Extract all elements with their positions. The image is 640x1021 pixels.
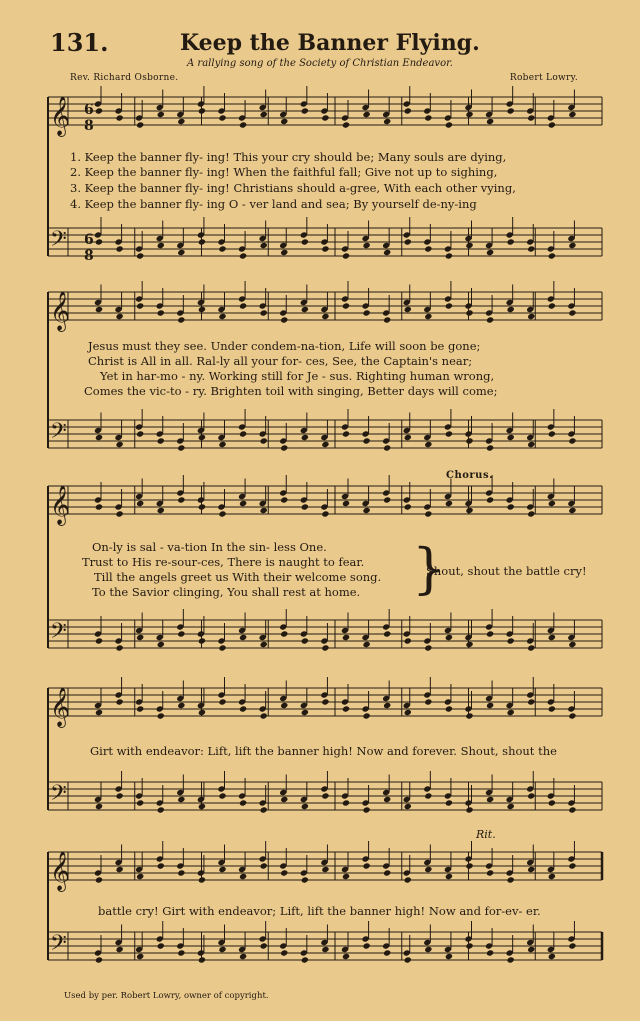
note-head — [260, 942, 268, 949]
bass-clef: 𝄢 — [50, 781, 67, 811]
note-head — [486, 496, 494, 503]
note-head — [568, 111, 576, 118]
note-head — [177, 702, 185, 709]
note-head — [424, 245, 432, 252]
note-head — [424, 510, 432, 517]
verse3-line2: Yet in har-mo - ny. Working still for Je - sus. Righting human wrong, — [100, 369, 495, 383]
note-head — [362, 862, 370, 869]
note-head — [424, 644, 432, 651]
note-head — [486, 316, 494, 323]
note-head — [115, 792, 123, 799]
note-head — [115, 313, 123, 320]
note-head — [486, 869, 494, 876]
note-head — [527, 245, 535, 252]
note-head — [95, 306, 103, 313]
note-head — [301, 503, 309, 510]
note-head — [239, 799, 247, 806]
verse4-line3: To the Savior clinging, You shall rest at home. — [92, 585, 361, 599]
verse3-line3: Till the angels greet us With their welcome song. — [94, 570, 382, 584]
note-head — [527, 866, 535, 873]
note-head — [362, 712, 370, 719]
note-head — [342, 121, 350, 128]
note-head — [301, 876, 309, 883]
note-head — [280, 444, 288, 451]
note-head — [383, 949, 391, 956]
note-head — [95, 709, 103, 716]
note-head — [157, 437, 165, 444]
note-head — [218, 510, 226, 517]
note-head — [507, 306, 515, 313]
shout-line: Shout, shout the battle cry! — [426, 564, 587, 578]
note-head — [507, 637, 515, 644]
note-head — [260, 242, 268, 249]
note-head — [136, 634, 144, 641]
note-head — [260, 437, 268, 444]
note-head — [383, 249, 391, 256]
note-head — [465, 641, 473, 648]
note-head — [383, 869, 391, 876]
note-head — [404, 238, 412, 245]
note-head — [342, 430, 350, 437]
note-head — [198, 956, 206, 963]
note-head — [548, 252, 556, 259]
note-head — [465, 309, 473, 316]
verse4-line1: 4. Keep the banner fly- ing O - ver land and sea; By yourself de-ny-ing — [70, 197, 477, 211]
verse1-line3: On-ly is sal - va-tion In the sin- less One. — [92, 540, 327, 554]
note-head — [95, 107, 103, 114]
note-head — [239, 121, 247, 128]
note-head — [115, 114, 123, 121]
note-head — [260, 507, 268, 514]
note-head — [95, 434, 103, 441]
note-head — [362, 437, 370, 444]
note-head — [568, 242, 576, 249]
note-head — [157, 806, 165, 813]
note-head — [239, 302, 247, 309]
note-head — [568, 437, 576, 444]
note-head — [280, 316, 288, 323]
verse1-line1: 1. Keep the banner fly- ing! This your cry should be; Many souls are dying, — [70, 150, 507, 164]
note-head — [280, 949, 288, 956]
note-head — [445, 430, 453, 437]
time-sig-top-bass: 6 — [84, 232, 94, 248]
note-head — [424, 792, 432, 799]
note-head — [362, 942, 370, 949]
treble-clef: 𝄞 — [50, 485, 71, 525]
treble-clef: 𝄞 — [50, 851, 71, 891]
note-head — [95, 238, 103, 245]
note-head — [404, 803, 412, 810]
note-head — [342, 705, 350, 712]
note-head — [280, 496, 288, 503]
note-head — [445, 953, 453, 960]
note-head — [445, 705, 453, 712]
note-head — [321, 946, 329, 953]
note-head — [362, 806, 370, 813]
note-head — [445, 873, 453, 880]
note-head — [198, 503, 206, 510]
note-head — [301, 434, 309, 441]
note-head — [445, 121, 453, 128]
note-head — [321, 644, 329, 651]
note-head — [280, 702, 288, 709]
note-head — [115, 946, 123, 953]
hymn-number: 131. — [50, 28, 109, 57]
note-head — [239, 252, 247, 259]
note-head — [260, 111, 268, 118]
note-head — [136, 252, 144, 259]
note-head — [465, 862, 473, 869]
note-head — [218, 245, 226, 252]
note-head — [568, 641, 576, 648]
note-head — [424, 866, 432, 873]
bass-clef: 𝄢 — [50, 931, 67, 961]
note-head — [507, 803, 515, 810]
note-head — [301, 803, 309, 810]
note-head — [260, 862, 268, 869]
ritardando-mark: Rit. — [476, 828, 496, 841]
note-head — [136, 799, 144, 806]
note-head — [527, 441, 535, 448]
note-head — [527, 114, 535, 121]
note-head — [445, 500, 453, 507]
note-head — [465, 942, 473, 949]
note-head — [218, 866, 226, 873]
note-head — [218, 313, 226, 320]
note-head — [527, 644, 535, 651]
note-head — [507, 107, 515, 114]
note-head — [383, 796, 391, 803]
bass-clef: 𝄢 — [50, 619, 67, 649]
note-head — [260, 712, 268, 719]
note-head — [568, 806, 576, 813]
note-head — [239, 873, 247, 880]
note-head — [177, 444, 185, 451]
note-head — [239, 500, 247, 507]
note-head — [280, 869, 288, 876]
note-head — [404, 876, 412, 883]
note-head — [198, 434, 206, 441]
note-head — [260, 806, 268, 813]
note-head — [136, 705, 144, 712]
note-head — [548, 799, 556, 806]
note-head — [404, 709, 412, 716]
note-head — [198, 107, 206, 114]
note-head — [95, 803, 103, 810]
note-head — [260, 309, 268, 316]
note-head — [445, 252, 453, 259]
note-head — [548, 634, 556, 641]
note-head — [527, 946, 535, 953]
note-head — [362, 641, 370, 648]
note-head — [342, 873, 350, 880]
note-head — [527, 792, 535, 799]
note-head — [568, 309, 576, 316]
hymn-title: Keep the Banner Flying. — [180, 30, 480, 56]
note-head — [177, 869, 185, 876]
note-head — [486, 249, 494, 256]
note-head — [507, 876, 515, 883]
note-head — [115, 441, 123, 448]
note-head — [95, 956, 103, 963]
note-head — [198, 876, 206, 883]
note-head — [218, 441, 226, 448]
note-head — [404, 107, 412, 114]
note-head — [321, 792, 329, 799]
note-head — [486, 796, 494, 803]
note-head — [301, 107, 309, 114]
note-head — [321, 698, 329, 705]
note-head — [424, 946, 432, 953]
note-head — [136, 302, 144, 309]
note-head — [404, 503, 412, 510]
note-head — [136, 873, 144, 880]
note-head — [177, 796, 185, 803]
note-head — [280, 630, 288, 637]
note-head — [404, 956, 412, 963]
note-head — [115, 644, 123, 651]
note-head — [507, 956, 515, 963]
note-head — [301, 637, 309, 644]
time-sig-bottom-treble: 8 — [84, 118, 94, 134]
note-head — [321, 114, 329, 121]
verse1-line2: Jesus must they see. Under condem-na-tion, Life will soon be gone; — [88, 339, 481, 353]
note-head — [177, 630, 185, 637]
note-head — [177, 118, 185, 125]
note-head — [301, 956, 309, 963]
chorus-label: Chorus. — [446, 470, 494, 481]
note-head — [424, 114, 432, 121]
note-head — [157, 641, 165, 648]
note-head — [321, 313, 329, 320]
note-head — [321, 245, 329, 252]
note-head — [95, 876, 103, 883]
note-head — [136, 953, 144, 960]
note-head — [548, 500, 556, 507]
note-head — [445, 302, 453, 309]
note-head — [177, 496, 185, 503]
note-head — [465, 111, 473, 118]
hymn-subtitle: A rallying song of the Society of Christian Endeavor. — [187, 58, 453, 69]
composer: Robert Lowry. — [509, 73, 578, 83]
note-head — [568, 507, 576, 514]
note-head — [280, 118, 288, 125]
note-head — [465, 437, 473, 444]
note-head — [157, 942, 165, 949]
note-head — [157, 712, 165, 719]
note-head — [507, 709, 515, 716]
note-head — [548, 302, 556, 309]
note-head — [424, 313, 432, 320]
note-head — [383, 702, 391, 709]
note-head — [527, 313, 535, 320]
note-head — [260, 641, 268, 648]
note-head — [362, 242, 370, 249]
note-head — [362, 309, 370, 316]
note-head — [548, 953, 556, 960]
copyright-footer: Used by per. Robert Lowry, owner of copyright. — [64, 991, 269, 1001]
note-head — [404, 306, 412, 313]
note-head — [404, 637, 412, 644]
note-head — [548, 121, 556, 128]
verse-brace: } — [412, 537, 447, 600]
treble-clef: 𝄞 — [50, 96, 71, 136]
note-head — [568, 712, 576, 719]
note-head — [486, 444, 494, 451]
note-head — [445, 634, 453, 641]
note-head — [383, 118, 391, 125]
note-head — [136, 430, 144, 437]
note-head — [527, 510, 535, 517]
note-head — [115, 245, 123, 252]
note-head — [342, 799, 350, 806]
note-head — [177, 316, 185, 323]
note-head — [95, 503, 103, 510]
time-sig-bottom-bass: 8 — [84, 248, 94, 264]
note-head — [136, 121, 144, 128]
note-head — [157, 862, 165, 869]
note-head — [157, 111, 165, 118]
refrain-line2: battle cry! Girt with endeavor; Lift, lift the banner high! Now and for-ev- er. — [98, 904, 541, 918]
note-head — [218, 946, 226, 953]
note-head — [198, 637, 206, 644]
note-head — [568, 862, 576, 869]
note-head — [342, 953, 350, 960]
note-head — [177, 249, 185, 256]
note-head — [321, 441, 329, 448]
note-head — [280, 796, 288, 803]
note-head — [486, 630, 494, 637]
note-head — [198, 306, 206, 313]
note-head — [383, 316, 391, 323]
note-head — [321, 510, 329, 517]
note-head — [218, 114, 226, 121]
bass-clef: 𝄢 — [50, 227, 67, 257]
note-head — [507, 238, 515, 245]
note-head — [136, 500, 144, 507]
note-head — [198, 709, 206, 716]
note-head — [115, 698, 123, 705]
lyricist: Rev. Richard Osborne. — [70, 73, 179, 83]
note-head — [157, 242, 165, 249]
note-head — [239, 953, 247, 960]
note-head — [157, 507, 165, 514]
note-head — [198, 238, 206, 245]
note-head — [157, 309, 165, 316]
note-head — [465, 712, 473, 719]
verse3-line1: 3. Keep the banner fly- ing! Christians should a-gree, With each other vying, — [70, 181, 516, 195]
note-head — [383, 496, 391, 503]
note-head — [218, 644, 226, 651]
note-head — [424, 698, 432, 705]
note-head — [280, 249, 288, 256]
note-head — [383, 444, 391, 451]
time-sig-top-treble: 6 — [84, 102, 94, 118]
note-head — [465, 242, 473, 249]
note-head — [362, 507, 370, 514]
verse2-line3: Trust to His re-sour-ces, There is naught to fear. — [82, 555, 365, 569]
note-head — [548, 430, 556, 437]
refrain-line1: Girt with endeavor: Lift, lift the banner high! Now and forever. Shout, shout the — [90, 744, 557, 758]
bass-clef: 𝄢 — [50, 419, 67, 449]
treble-clef: 𝄞 — [50, 687, 71, 727]
note-head — [383, 630, 391, 637]
note-head — [301, 238, 309, 245]
note-head — [239, 705, 247, 712]
note-head — [342, 252, 350, 259]
note-head — [465, 507, 473, 514]
note-head — [177, 949, 185, 956]
verse4-line2: Comes the vic-to - ry. Brighten toil with singing, Better days will come; — [84, 384, 498, 398]
note-head — [486, 702, 494, 709]
note-head — [404, 434, 412, 441]
note-head — [321, 866, 329, 873]
note-head — [424, 441, 432, 448]
note-head — [239, 430, 247, 437]
note-head — [507, 503, 515, 510]
note-head — [301, 306, 309, 313]
note-head — [342, 302, 350, 309]
verse2-line1: 2. Keep the banner fly- ing! When the faithful fall; Give not up to sighing, — [70, 165, 498, 179]
note-head — [115, 510, 123, 517]
note-head — [362, 111, 370, 118]
note-head — [568, 942, 576, 949]
note-head — [115, 866, 123, 873]
verse2-line2: Christ is All in all. Ral-ly all your for- ces, See, the Captain's near; — [88, 354, 473, 368]
note-head — [465, 806, 473, 813]
note-head — [218, 792, 226, 799]
note-head — [507, 434, 515, 441]
note-head — [486, 949, 494, 956]
note-head — [95, 637, 103, 644]
treble-clef: 𝄞 — [50, 291, 71, 331]
note-head — [239, 634, 247, 641]
note-head — [198, 803, 206, 810]
note-head — [342, 634, 350, 641]
note-head — [486, 118, 494, 125]
note-head — [445, 799, 453, 806]
note-head — [342, 500, 350, 507]
note-head — [527, 698, 535, 705]
note-head — [301, 709, 309, 716]
note-head — [548, 705, 556, 712]
note-head — [548, 873, 556, 880]
note-head — [218, 698, 226, 705]
